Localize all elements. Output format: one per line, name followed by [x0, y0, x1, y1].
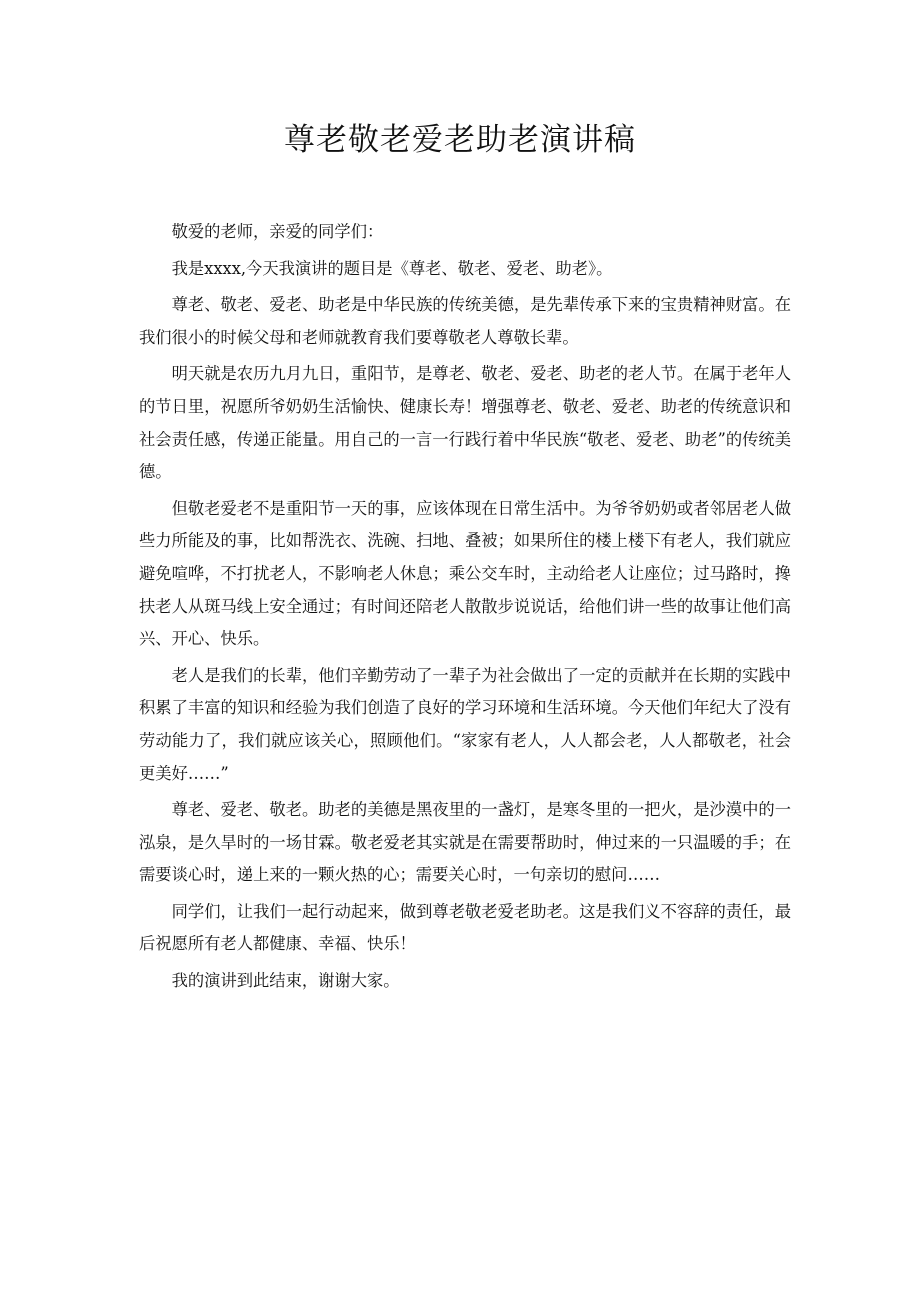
body-paragraph: 尊老、敬老、爱老、助老是中华民族的传统美德，是先辈传承下来的宝贵精神财富。在我们很小的时候父母和老师就教育我们要尊敬老人尊敬长辈。	[139, 295, 791, 347]
document-title: 尊老敬老爱老助老演讲稿	[284, 122, 636, 158]
body-paragraph: 明天就是农历九月九日，重阳节，是尊老、敬老、爱老、助老的老人节。在属于老年人的节日里，祝愿所爷奶奶生活愉快、健康长寿！增强尊老、敬老、爱老、助老的传统意识和社会责任感，传递正能量。用自己的一言一行践行着中华民族“敬老、爱老、助老”的传统美德。	[139, 364, 791, 482]
closing-paragraph: 我的演讲到此结束，谢谢大家。	[171, 971, 400, 991]
body-paragraph: 老人是我们的长辈，他们辛勤劳动了一辈子为社会做出了一定的贡献并在长期的实践中积累了丰富的知识和经验为我们创造了良好的学习环境和生活环境。今天他们年纪大了没有劳动能力了，我们就应该关心，照顾他们。“家家有老人，人人都会老，人人都敬老，社会更美好……”	[139, 665, 791, 783]
document-body	[139, 216, 791, 1002]
body-paragraph: 但敬老爱老不是重阳节一天的事，应该体现在日常生活中。为爷爷奶奶或者邻居老人做些力所能及的事，比如帮洗衣、洗碗、扫地、叠被；如果所住的楼上楼下有老人，我们就应避免喧哗，不打扰老人，不影响老人休息；乘公交车时，主动给老人让座位；过马路时，搀扶老人从斑马线上安全通过；有时间还陪老人散散步说说话，给他们讲一些的故事让他们高兴、开心、快乐。	[139, 498, 791, 649]
body-paragraph: 尊老、爱老、敬老。助老的美德是黑夜里的一盏灯，是寒冬里的一把火，是沙漠中的一泓泉，是久旱时的一场甘霖。敬老爱老其实就是在需要帮助时，伸过来的一只温暖的手；在需要谈心时，递上来的一颗火热的心；需要关心时，一句亲切的慰问……	[139, 800, 791, 885]
body-paragraph: 同学们，让我们一起行动起来，做到尊老敬老爱老助老。这是我们义不容辞的责任，最后祝愿所有老人都健康、幸福、快乐！	[139, 901, 791, 954]
salutation-paragraph: 敬爱的老师，亲爱的同学们：	[171, 222, 384, 241]
intro-paragraph: 我是xxxx,今天我演讲的题目是《尊老、敬老、爱老、助老》。	[171, 258, 613, 278]
